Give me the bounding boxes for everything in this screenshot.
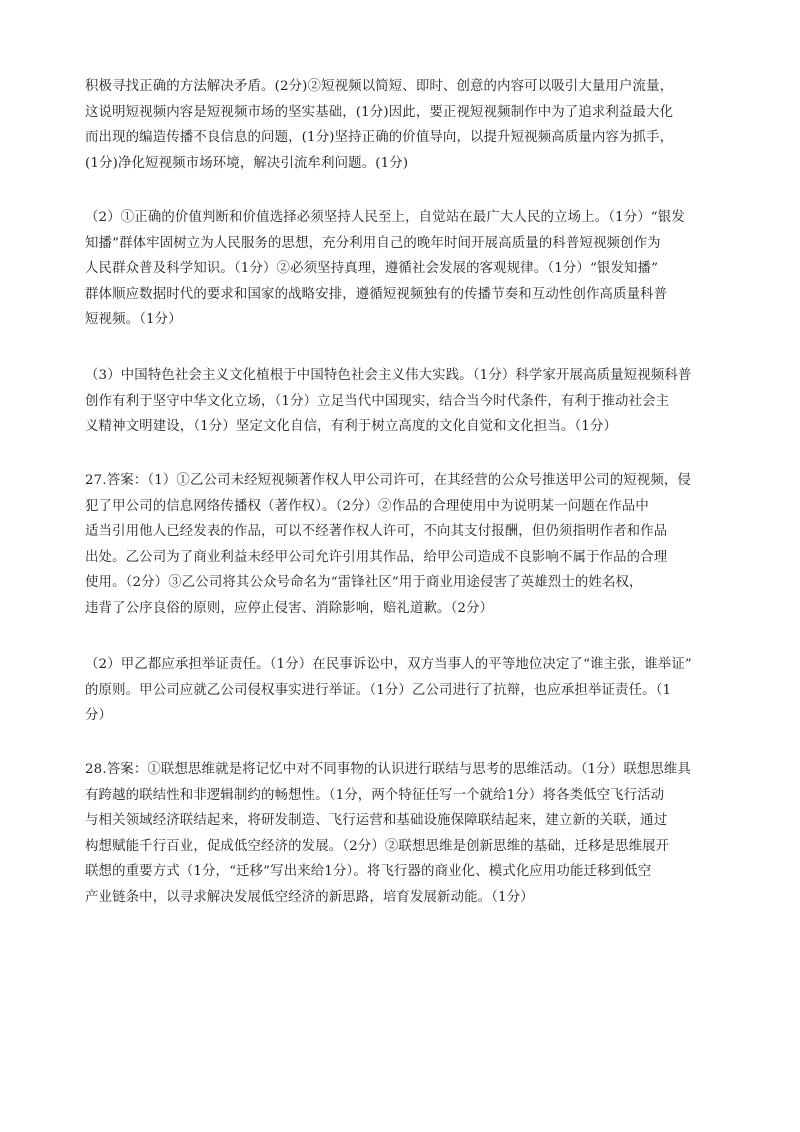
text-line: 人民群众普及科学知识。（1分）②必须坚持真理，遵循社会发展的客观规律。（1分）“银发知播” bbox=[85, 261, 659, 277]
text-line: 的原则。甲公司应就乙公司侵权事实进行举证。（1分）乙公司进行了抗辩，也应承担举证责任。（1 bbox=[85, 682, 672, 698]
text-line: 犯了甲公司的信息网络传播权（著作权）。（2分）②作品的合理使用中为说明某一问题在作品中 bbox=[85, 498, 649, 514]
text-line: 构想赋能千行百业，促成低空经济的发展。（2分）②联想思维是创新思维的基础，迁移是思维展开 bbox=[85, 838, 670, 854]
text-line: 产业链条中，以寻求解决发展低空经济的新思路，培育发展新动能。（1分） bbox=[85, 889, 534, 905]
text-line: 而出现的编造传播不良信息的问题，(1分)坚持正确的价值导向，以提升短视频高质量内容为抓手， bbox=[85, 130, 674, 146]
text-line: 联想的重要方式（1分，“迁移”写出来给1分）。将飞行器的商业化、模式化应用功能迁移到低空 bbox=[85, 864, 652, 880]
answer-27 bbox=[85, 468, 691, 622]
text-line: 适当引用他人已经发表的作品，可以不经著作权人许可，不向其支付报酬，但仍须指明作者和作品 bbox=[85, 524, 668, 540]
text-line: 创作有利于坚守中华文化立场，（1分）立足当代中国现实，结合当今时代条件，有利于推动社会主 bbox=[85, 393, 670, 409]
paragraph-continuation bbox=[85, 74, 673, 176]
text-line: 违背了公序良俗的原则，应停止侵害、消除影响，赔礼道歉。（2分） bbox=[85, 600, 494, 616]
text-line: （2）甲乙都应承担举证责任。（1分）在民事诉讼中，双方当事人的平等地位决定了“谁主张，谁举证” bbox=[85, 657, 692, 672]
text-line: 有跨越的联结性和非逻辑制约的畅想性。（1分，两个特征任写一个就给1分）将各类低空飞行活动 bbox=[85, 787, 665, 803]
answer-28 bbox=[85, 757, 691, 911]
text-line: 出处。乙公司为了商业利益未经甲公司允许引用其作品，给甲公司造成不良影响不属于作品的合理 bbox=[85, 549, 668, 565]
text-line: 这说明短视频内容是短视频市场的坚实基础，(1分)因此，要正视短视频制作中为了追求利益最大化 bbox=[85, 104, 674, 120]
text-line: 义精神文明建设，（1分）坚定文化自信，有利于树立高度的文化自觉和文化担当。（1分） bbox=[85, 419, 618, 435]
text-line: (1分)净化短视频市场环境，解决引流牟利问题。(1分) bbox=[85, 155, 409, 171]
text-line: 与相关领域经济联结起来，将研发制造、飞行运营和基础设施保障联结起来，建立新的关联，通过 bbox=[85, 813, 668, 829]
text-line: 使用。（2分）③乙公司将其公众号命名为“雷锋社区”用于商业用途侵害了英雄烈士的姓名权， bbox=[85, 575, 643, 591]
text-line: 积极寻找正确的方法解决矛盾。(2分)②短视频以简短、即时、创意的内容可以吸引大量用户流量， bbox=[85, 79, 674, 94]
text-line: 知播”群体牢固树立为人民服务的思想，充分利用自己的晚年时间开展高质量的科普短视频创作为 bbox=[85, 235, 661, 251]
text-line: 27.答案：（1）①乙公司未经短视频著作权人甲公司许可，在其经营的公众号推送甲公司的短视频，侵 bbox=[85, 473, 691, 488]
answer-27-part-2 bbox=[85, 652, 692, 729]
paragraph-question-3 bbox=[85, 363, 691, 440]
text-line: 短视频。（1分） bbox=[85, 312, 182, 328]
text-line: （2）①正确的价值判断和价值选择必须坚持人民至上，自觉站在最广大人民的立场上。（1分）“银发 bbox=[85, 210, 685, 225]
text-line: 分） bbox=[85, 708, 113, 724]
text-line: （3）中国特色社会主义文化植根于中国特色社会主义伟大实践。（1分）科学家开展高质量短视频科普 bbox=[85, 368, 692, 383]
text-line: 群体顺应数据时代的要求和国家的战略安排，遵循短视频独有的传播节奏和互动性创作高质量科普 bbox=[85, 286, 668, 302]
paragraph-question-2 bbox=[85, 205, 685, 333]
text-line: 28.答案：①联想思维就是将记忆中对不同事物的认识进行联结与思考的思维活动。（1分）联想思维具 bbox=[85, 762, 691, 777]
